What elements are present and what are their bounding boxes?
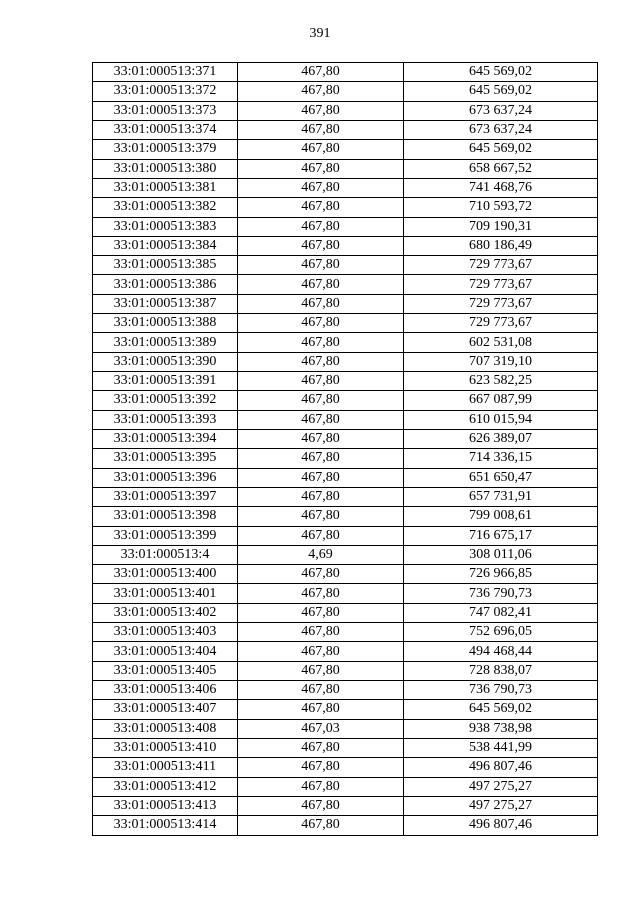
table-row	[93, 449, 598, 468]
cadastral-value-cell: 710 593,72	[404, 198, 598, 217]
cadastral-number-cell: 33:01:000513:413	[93, 796, 238, 815]
cadastral-number-cell: 33:01:000513:410	[93, 738, 238, 757]
cadastral-value-cell: 707 319,10	[404, 352, 598, 371]
area-cell: 467,80	[238, 603, 404, 622]
cadastral-number-cell: 33:01:000513:397	[93, 487, 238, 506]
cadastral-value-cell: 714 336,15	[404, 449, 598, 468]
cadastral-number-cell: 33:01:000513:387	[93, 294, 238, 313]
cadastral-number-cell: 33:01:000513:400	[93, 565, 238, 584]
cadastral-value-cell: 308 011,06	[404, 545, 598, 564]
area-cell: 467,80	[238, 352, 404, 371]
table-row	[93, 217, 598, 236]
table-row	[93, 372, 598, 391]
cadastral-value-cell: 645 569,02	[404, 63, 598, 82]
area-cell: 467,80	[238, 63, 404, 82]
table-row	[93, 140, 598, 159]
table-row	[93, 63, 598, 82]
cadastral-number-cell: 33:01:000513:371	[93, 63, 238, 82]
cadastral-number-cell: 33:01:000513:393	[93, 410, 238, 429]
cadastral-number-cell: 33:01:000513:401	[93, 584, 238, 603]
cadastral-value-cell: 673 637,24	[404, 120, 598, 139]
table-row	[93, 603, 598, 622]
area-cell: 467,80	[238, 314, 404, 333]
cadastral-value-cell: 752 696,05	[404, 623, 598, 642]
cadastral-number-cell: 33:01:000513:379	[93, 140, 238, 159]
table-row	[93, 294, 598, 313]
area-cell: 467,80	[238, 217, 404, 236]
area-cell: 467,80	[238, 777, 404, 796]
table-row	[93, 661, 598, 680]
cadastral-value-cell: 496 807,46	[404, 816, 598, 835]
cadastral-number-cell: 33:01:000513:392	[93, 391, 238, 410]
area-cell: 467,80	[238, 120, 404, 139]
cadastral-number-cell: 33:01:000513:394	[93, 429, 238, 448]
cadastral-number-cell: 33:01:000513:402	[93, 603, 238, 622]
area-cell: 467,80	[238, 140, 404, 159]
table-row	[93, 584, 598, 603]
area-cell: 467,80	[238, 275, 404, 294]
cadastral-value-cell: 657 731,91	[404, 487, 598, 506]
cadastral-number-cell: 33:01:000513:395	[93, 449, 238, 468]
cadastral-value-cell: 645 569,02	[404, 140, 598, 159]
area-cell: 467,80	[238, 565, 404, 584]
cadastral-number-cell: 33:01:000513:407	[93, 700, 238, 719]
cadastral-number-cell: 33:01:000513:374	[93, 120, 238, 139]
cadastral-number-cell: 33:01:000513:372	[93, 82, 238, 101]
table-row	[93, 410, 598, 429]
cadastral-number-cell: 33:01:000513:412	[93, 777, 238, 796]
table-row	[93, 468, 598, 487]
area-cell: 4,69	[238, 545, 404, 564]
table-row	[93, 777, 598, 796]
cadastral-value-cell: 658 667,52	[404, 159, 598, 178]
area-cell: 467,80	[238, 198, 404, 217]
table-row	[93, 565, 598, 584]
cadastral-value-cell: 680 186,49	[404, 236, 598, 255]
area-cell: 467,80	[238, 333, 404, 352]
cadastral-number-cell: 33:01:000513:390	[93, 352, 238, 371]
cadastral-number-cell: 33:01:000513:4	[93, 545, 238, 564]
cadastral-number-cell: 33:01:000513:396	[93, 468, 238, 487]
cadastral-value-cell: 729 773,67	[404, 256, 598, 275]
table-row	[93, 526, 598, 545]
table-row	[93, 275, 598, 294]
table-row	[93, 429, 598, 448]
cadastral-number-cell: 33:01:000513:403	[93, 623, 238, 642]
area-cell: 467,80	[238, 101, 404, 120]
cadastral-number-cell: 33:01:000513:399	[93, 526, 238, 545]
table-row	[93, 796, 598, 815]
cadastral-value-cell: 716 675,17	[404, 526, 598, 545]
table-row	[93, 816, 598, 835]
table-row	[93, 758, 598, 777]
table-row	[93, 738, 598, 757]
table-row	[93, 719, 598, 738]
cadastral-value-cell: 538 441,99	[404, 738, 598, 757]
table-row	[93, 101, 598, 120]
area-cell: 467,80	[238, 236, 404, 255]
table-row	[93, 507, 598, 526]
area-cell: 467,80	[238, 468, 404, 487]
table-row	[93, 256, 598, 275]
cadastral-value-cell: 610 015,94	[404, 410, 598, 429]
cadastral-value-cell: 494 468,44	[404, 642, 598, 661]
cadastral-number-cell: 33:01:000513:405	[93, 661, 238, 680]
cadastral-number-cell: 33:01:000513:404	[93, 642, 238, 661]
area-cell: 467,80	[238, 449, 404, 468]
area-cell: 467,80	[238, 681, 404, 700]
area-cell: 467,80	[238, 758, 404, 777]
area-cell: 467,80	[238, 816, 404, 835]
cadastral-number-cell: 33:01:000513:380	[93, 159, 238, 178]
area-cell: 467,80	[238, 700, 404, 719]
cadastral-value-cell: 626 389,07	[404, 429, 598, 448]
cadastral-number-cell: 33:01:000513:384	[93, 236, 238, 255]
cadastral-number-cell: 33:01:000513:373	[93, 101, 238, 120]
table-row	[93, 352, 598, 371]
cadastral-value-cell: 741 468,76	[404, 178, 598, 197]
table-row	[93, 82, 598, 101]
page-number: 391	[309, 26, 331, 41]
cadastral-value-cell: 645 569,02	[404, 82, 598, 101]
cadastral-value-cell: 938 738,98	[404, 719, 598, 738]
area-cell: 467,80	[238, 661, 404, 680]
table-row	[93, 487, 598, 506]
area-cell: 467,80	[238, 507, 404, 526]
cadastral-value-cell: 728 838,07	[404, 661, 598, 680]
cadastral-number-cell: 33:01:000513:382	[93, 198, 238, 217]
table-row	[93, 623, 598, 642]
table-row	[93, 236, 598, 255]
area-cell: 467,80	[238, 429, 404, 448]
cadastral-number-cell: 33:01:000513:414	[93, 816, 238, 835]
area-cell: 467,80	[238, 796, 404, 815]
cadastral-value-cell: 645 569,02	[404, 700, 598, 719]
cadastral-number-cell: 33:01:000513:406	[93, 681, 238, 700]
area-cell: 467,80	[238, 623, 404, 642]
area-cell: 467,80	[238, 642, 404, 661]
table-row	[93, 120, 598, 139]
area-cell: 467,80	[238, 159, 404, 178]
cadastral-value-cell: 729 773,67	[404, 294, 598, 313]
table-row	[93, 681, 598, 700]
table-row	[93, 159, 598, 178]
area-cell: 467,80	[238, 584, 404, 603]
area-cell: 467,80	[238, 372, 404, 391]
cadastral-number-cell: 33:01:000513:389	[93, 333, 238, 352]
cadastral-number-cell: 33:01:000513:391	[93, 372, 238, 391]
table-row	[93, 545, 598, 564]
cadastral-value-cell: 497 275,27	[404, 777, 598, 796]
cadastral-number-cell: 33:01:000513:411	[93, 758, 238, 777]
cadastral-value-cell: 747 082,41	[404, 603, 598, 622]
area-cell: 467,80	[238, 526, 404, 545]
table-row	[93, 178, 598, 197]
cadastral-value-cell: 729 773,67	[404, 314, 598, 333]
table-row	[93, 391, 598, 410]
area-cell: 467,03	[238, 719, 404, 738]
table-row	[93, 642, 598, 661]
area-cell: 467,80	[238, 738, 404, 757]
area-cell: 467,80	[238, 256, 404, 275]
cadastral-value-cell: 709 190,31	[404, 217, 598, 236]
area-cell: 467,80	[238, 82, 404, 101]
table-row	[93, 700, 598, 719]
cadastral-value-cell: 673 637,24	[404, 101, 598, 120]
table-body	[93, 63, 598, 836]
cadastral-value-cell: 667 087,99	[404, 391, 598, 410]
cadastral-value-cell: 726 966,85	[404, 565, 598, 584]
cadastral-value-cell: 497 275,27	[404, 796, 598, 815]
cadastral-number-cell: 33:01:000513:381	[93, 178, 238, 197]
cadastral-value-cell: 736 790,73	[404, 584, 598, 603]
table-row	[93, 314, 598, 333]
cadastral-value-cell: 496 807,46	[404, 758, 598, 777]
cadastral-number-cell: 33:01:000513:386	[93, 275, 238, 294]
cadastral-number-cell: 33:01:000513:385	[93, 256, 238, 275]
area-cell: 467,80	[238, 294, 404, 313]
cadastral-number-cell: 33:01:000513:383	[93, 217, 238, 236]
cadastral-value-cell: 651 650,47	[404, 468, 598, 487]
cadastral-number-cell: 33:01:000513:408	[93, 719, 238, 738]
area-cell: 467,80	[238, 178, 404, 197]
area-cell: 467,80	[238, 487, 404, 506]
cadastral-value-cell: 799 008,61	[404, 507, 598, 526]
table-row	[93, 333, 598, 352]
area-cell: 467,80	[238, 410, 404, 429]
cadastral-value-cell: 729 773,67	[404, 275, 598, 294]
cadastral-number-cell: 33:01:000513:398	[93, 507, 238, 526]
cadastral-value-cell: 623 582,25	[404, 372, 598, 391]
cadastral-value-cell: 602 531,08	[404, 333, 598, 352]
table-row	[93, 198, 598, 217]
area-cell: 467,80	[238, 391, 404, 410]
cadastral-number-cell: 33:01:000513:388	[93, 314, 238, 333]
cadastral-value-table	[92, 62, 598, 836]
cadastral-value-cell: 736 790,73	[404, 681, 598, 700]
